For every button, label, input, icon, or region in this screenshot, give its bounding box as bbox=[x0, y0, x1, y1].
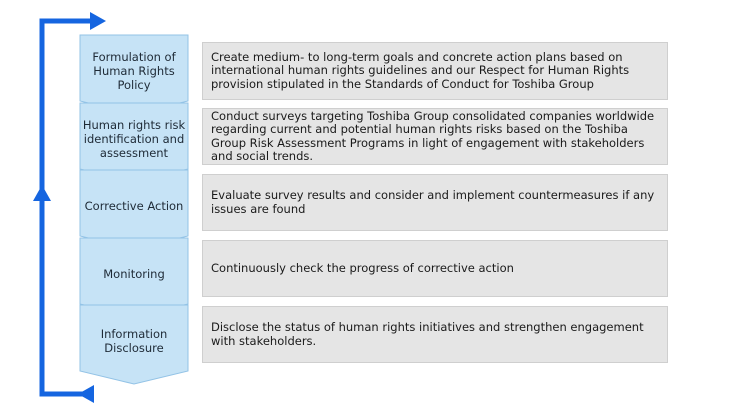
loop-arrow-left-head bbox=[78, 385, 94, 403]
step-label-information-disclosure: Information Disclosure bbox=[100, 326, 168, 355]
step-description-corrective-action: Evaluate survey results and consider and implement countermeasures if any issues are found bbox=[202, 174, 668, 231]
loop-arrow-right-head bbox=[90, 12, 106, 30]
step-description-monitoring: Continuously check the progress of corrective action bbox=[202, 240, 668, 297]
step-label-risk-assessment: Human rights risk identification and assessment bbox=[82, 117, 186, 160]
step-label-monitoring: Monitoring bbox=[103, 266, 165, 281]
step-description-risk-assessment: Conduct surveys targeting Toshiba Group consolidated companies worldwide regarding current and potential human rights risks based on the Toshiba Group Risk Assessment Programs in light of engagement with stakeholders and social trends. bbox=[202, 108, 668, 165]
step-label-policy: Formulation of Human Rights Policy bbox=[92, 49, 176, 92]
step-description-information-disclosure: Disclose the status of human rights initiatives and strengthen engagement with stakeholders. bbox=[202, 306, 668, 363]
step-label-corrective-action: Corrective Action bbox=[84, 198, 184, 213]
step-description-policy: Create medium- to long-term goals and concrete action plans based on international human rights guidelines and our Respect for Human Rights provision stipulated in the Standards of Conduct for Toshiba Group bbox=[202, 42, 668, 100]
